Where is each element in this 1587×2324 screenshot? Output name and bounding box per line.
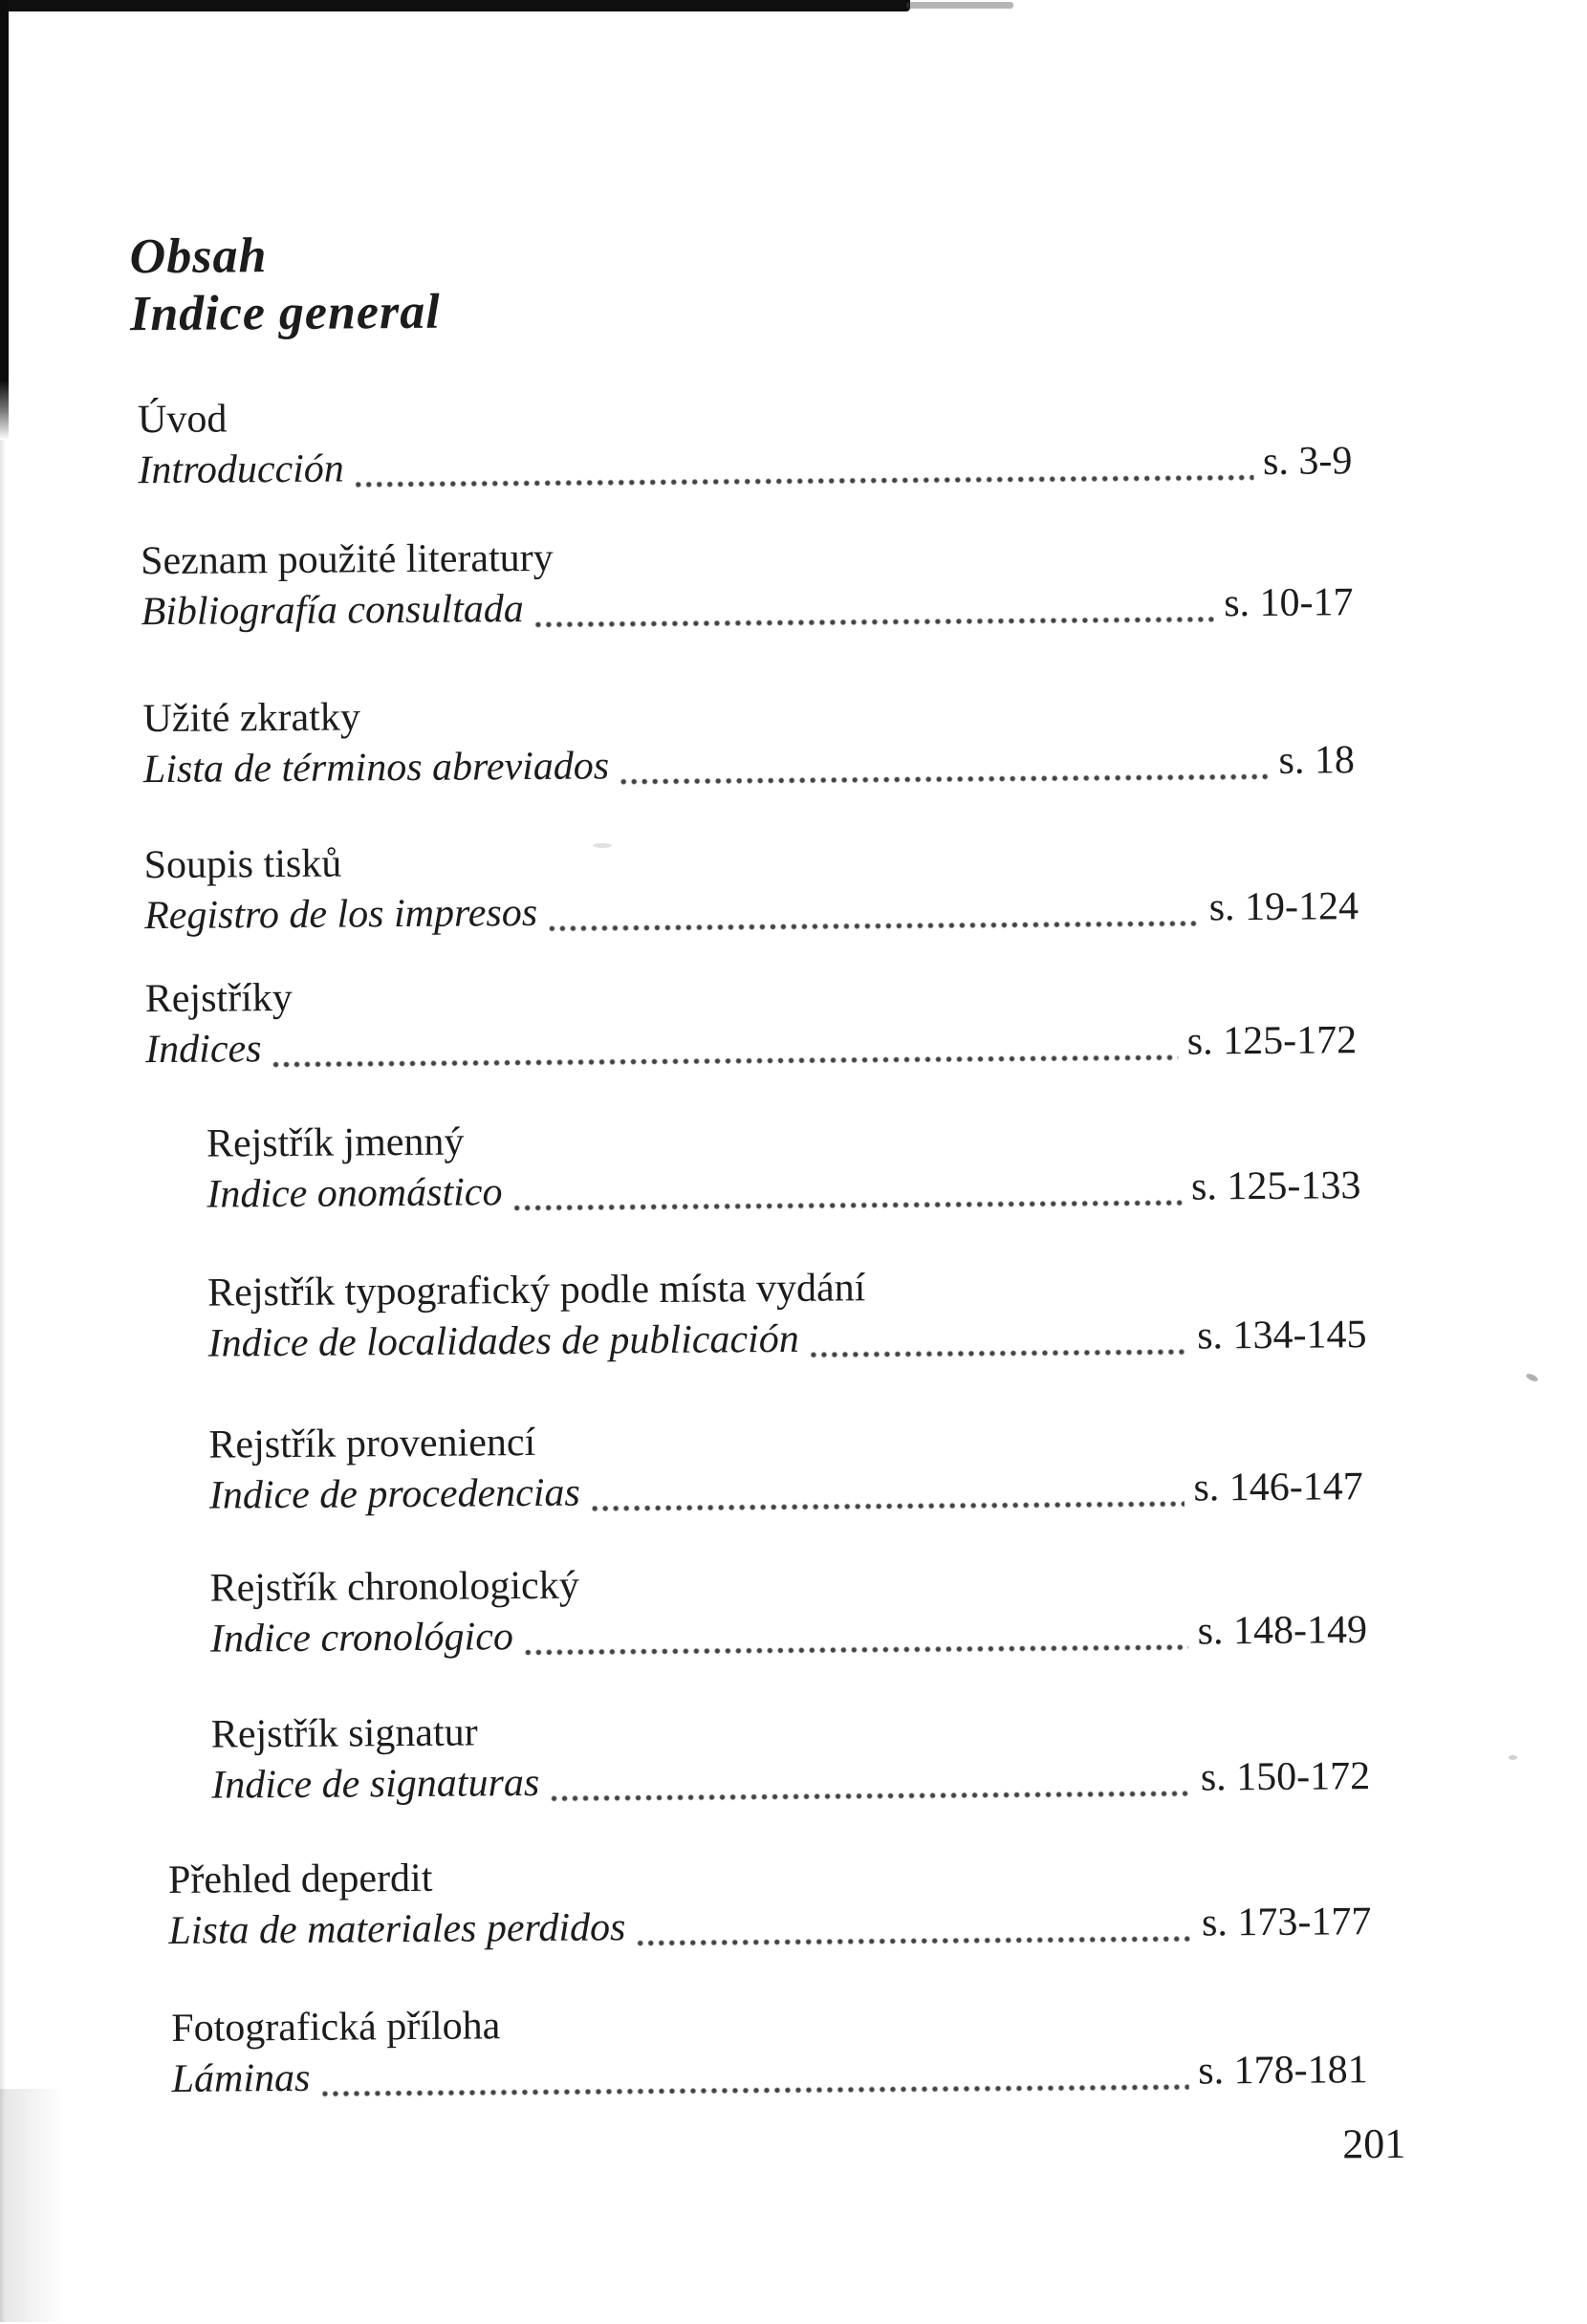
page-number: 201 [1342,2119,1406,2168]
toc-subentry [209,1554,1367,1665]
dot-leader [273,1054,1178,1068]
page-range: s. 125-133 [1190,1163,1361,1209]
dot-leader [592,1501,1185,1512]
entry-czech-label: Seznam použité literatury [141,535,554,584]
entry-czech-label: Fotografická příloha [171,2004,501,2051]
page-range: s. 150-172 [1200,1754,1371,1800]
toc-subentry [208,1411,1363,1521]
toc-subentry [207,1259,1367,1370]
entry-czech-label: Úvod [137,397,228,443]
page-title-czech: Obsah [129,228,268,285]
page-range: s. 125-172 [1186,1018,1358,1064]
entry-czech-label: Soupis tisků [143,841,342,888]
entry-czech-label: Přehled deperdit [167,1856,433,1902]
page-range: s. 173-177 [1201,1900,1372,1945]
entry-spanish-label: Lista de términos abreviados [142,744,610,793]
entry-spanish-label: Indice onomástico [207,1170,503,1217]
toc-entry [142,684,1355,795]
page-title-spanish: Indice general [129,284,441,342]
entry-czech-label: Rejstřík jmenný [206,1119,465,1166]
toc-subentry [211,1701,1371,1812]
entry-czech-label: Rejstřík typografický podle místa vydání [207,1266,866,1315]
toc-entry [143,831,1359,942]
page-range: s. 19-124 [1208,884,1359,930]
entry-spanish-label: Indice de procedencias [208,1470,580,1518]
dot-leader [356,474,1253,488]
toc-entry [168,1846,1372,1957]
toc-entry [171,1994,1368,2105]
dot-leader [535,616,1215,628]
entry-czech-label: Užité zkratky [142,695,361,742]
entry-czech-label: Rejstříky [144,975,293,1022]
page-range: s. 178-181 [1198,2048,1368,2094]
entry-spanish-label: Indice de signaturas [211,1760,540,1808]
dot-leader [514,1200,1183,1211]
entry-spanish-label: Indices [145,1027,262,1073]
toc-entry [138,385,1353,496]
page-range: s. 10-17 [1224,580,1354,626]
dot-leader [549,920,1200,931]
entry-czech-label: Rejstřík proveniencí [208,1420,536,1467]
toc-entry [141,527,1354,638]
entry-spanish-label: Registro de los impresos [143,890,538,939]
entry-spanish-label: Indice cronológico [209,1615,514,1662]
page-range: s. 146-147 [1193,1465,1364,1510]
entry-czech-label: Rejstřík signatur [210,1710,478,1757]
page-range: s. 148-149 [1197,1608,1368,1654]
dot-leader [620,773,1269,785]
dot-leader [811,1349,1188,1358]
toc-entry [145,965,1358,1075]
entry-spanish-label: Láminas [171,2055,311,2101]
entry-spanish-label: Indice de localidades de publicación [207,1316,799,1366]
page-range: s. 134-145 [1197,1313,1367,1358]
dot-leader [525,1644,1188,1656]
page-range: s. 18 [1278,738,1356,783]
dot-leader [637,1936,1192,1947]
toc-subentry [207,1110,1361,1220]
entry-spanish-label: Introducción [138,446,345,493]
page-range: s. 3-9 [1262,439,1353,484]
page-title [129,227,440,344]
dot-leader [321,2084,1188,2097]
entry-spanish-label: Bibliografía consultada [141,587,524,635]
dot-leader [551,1791,1191,1802]
entry-czech-label: Rejstřík chronologický [209,1563,579,1611]
entry-spanish-label: Lista de materiales perdidos [168,1905,626,1953]
